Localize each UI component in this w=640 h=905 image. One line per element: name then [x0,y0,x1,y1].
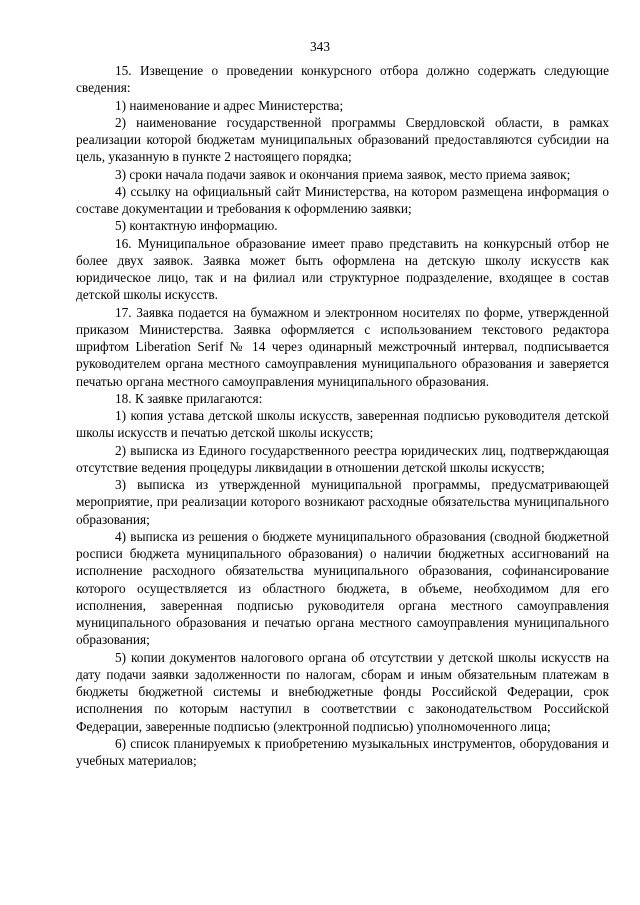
paragraph-18: 18. К заявке прилагаются: [115,390,263,406]
paragraph-16: 16. Муниципальное образование имеет право представить на конкурсный отбор не более двух заявок. Заявка может быть оформлена на детскую школу искусств как юридическое лицо, так и на филиал или структурное подразделение, входящее в состав детской школы искусств. [76,235,609,303]
paragraph-15-item-1: 1) наименование и адрес Министерства; [115,97,344,113]
paragraph-18-item-2: 2) выписка из Единого государственного реестра юридических лиц, подтверждающая отсутствие ведения процедуры ликвидации в отношении детской школы искусств; [76,442,609,475]
paragraph-15: 15. Извещение о проведении конкурсного отбора должно содержать следующие сведения: [76,63,609,96]
paragraph-15-item-4: 4) ссылку на официальный сайт Министерства, на котором размещена информация о составе документации и требования к оформлению заявки; [76,183,609,216]
paragraph-18-item-4: 4) выписка из решения о бюджете муниципального образования (сводной бюджетной росписи бюджета муниципального образования) о наличии бюджетных ассигнований на исполнение расходного обязательства муниципального образования, софинансирование которого осуществляется из областного бюджета, в объеме, необходимом для его исполнения, заверенная подписью руководителя органа местного самоуправления муниципального образования и печатью органа местного самоуправления муниципального образования; [76,528,609,648]
paragraph-15-item-2: 2) наименование государственной программы Свердловской области, в рамках реализации которой бюджетам муниципальных образований предоставляются субсидии на цель, указанную в пункте 2 настоящего порядка; [76,114,609,165]
paragraph-17: 17. Заявка подается на бумажном и электронном носителях по форме, утвержденной приказом Министерства. Заявка оформляется с использованием текстового редактора шрифтом Liberation Serif № 14 через одинарный межстрочный интервал, подписывается руководителем органа местного самоуправления муниципального образования и заверяется печатью органа местного самоуправления муниципального образования. [76,304,609,389]
paragraph-18-item-6: 6) список планируемых к приобретению музыкальных инструментов, оборудования и учебных материалов; [76,735,609,768]
paragraph-18-item-1: 1) копия устава детской школы искусств, заверенная подписью руководителя детской школы искусств и печатью детской школы искусств; [76,408,609,441]
paragraph-18-item-3: 3) выписка из утвержденной муниципальной программы, предусматривающей мероприятие, при реализации которого возникают расходные обязательства муниципального образования; [76,477,609,527]
document-body [76,62,609,769]
paragraph-18-item-5: 5) копии документов налогового органа об отсутствии у детской школы искусств на дату подачи заявки задолженности по налогам, сборам и иным обязательным платежам в бюджеты бюджетной системы и внебюджетные фонды Российской Федерации, срок исполнения по которым наступил в соответствии с законодательством Российской Федерации, заверенные подписью (электронной подписью) уполномоченного лица; [76,649,609,734]
paragraph-15-item-5: 5) контактную информацию. [115,218,278,234]
page-number: 343 [310,39,330,54]
paragraph-15-item-3: 3) сроки начала подачи заявок и окончания приема заявок, место приема заявок; [115,166,571,182]
